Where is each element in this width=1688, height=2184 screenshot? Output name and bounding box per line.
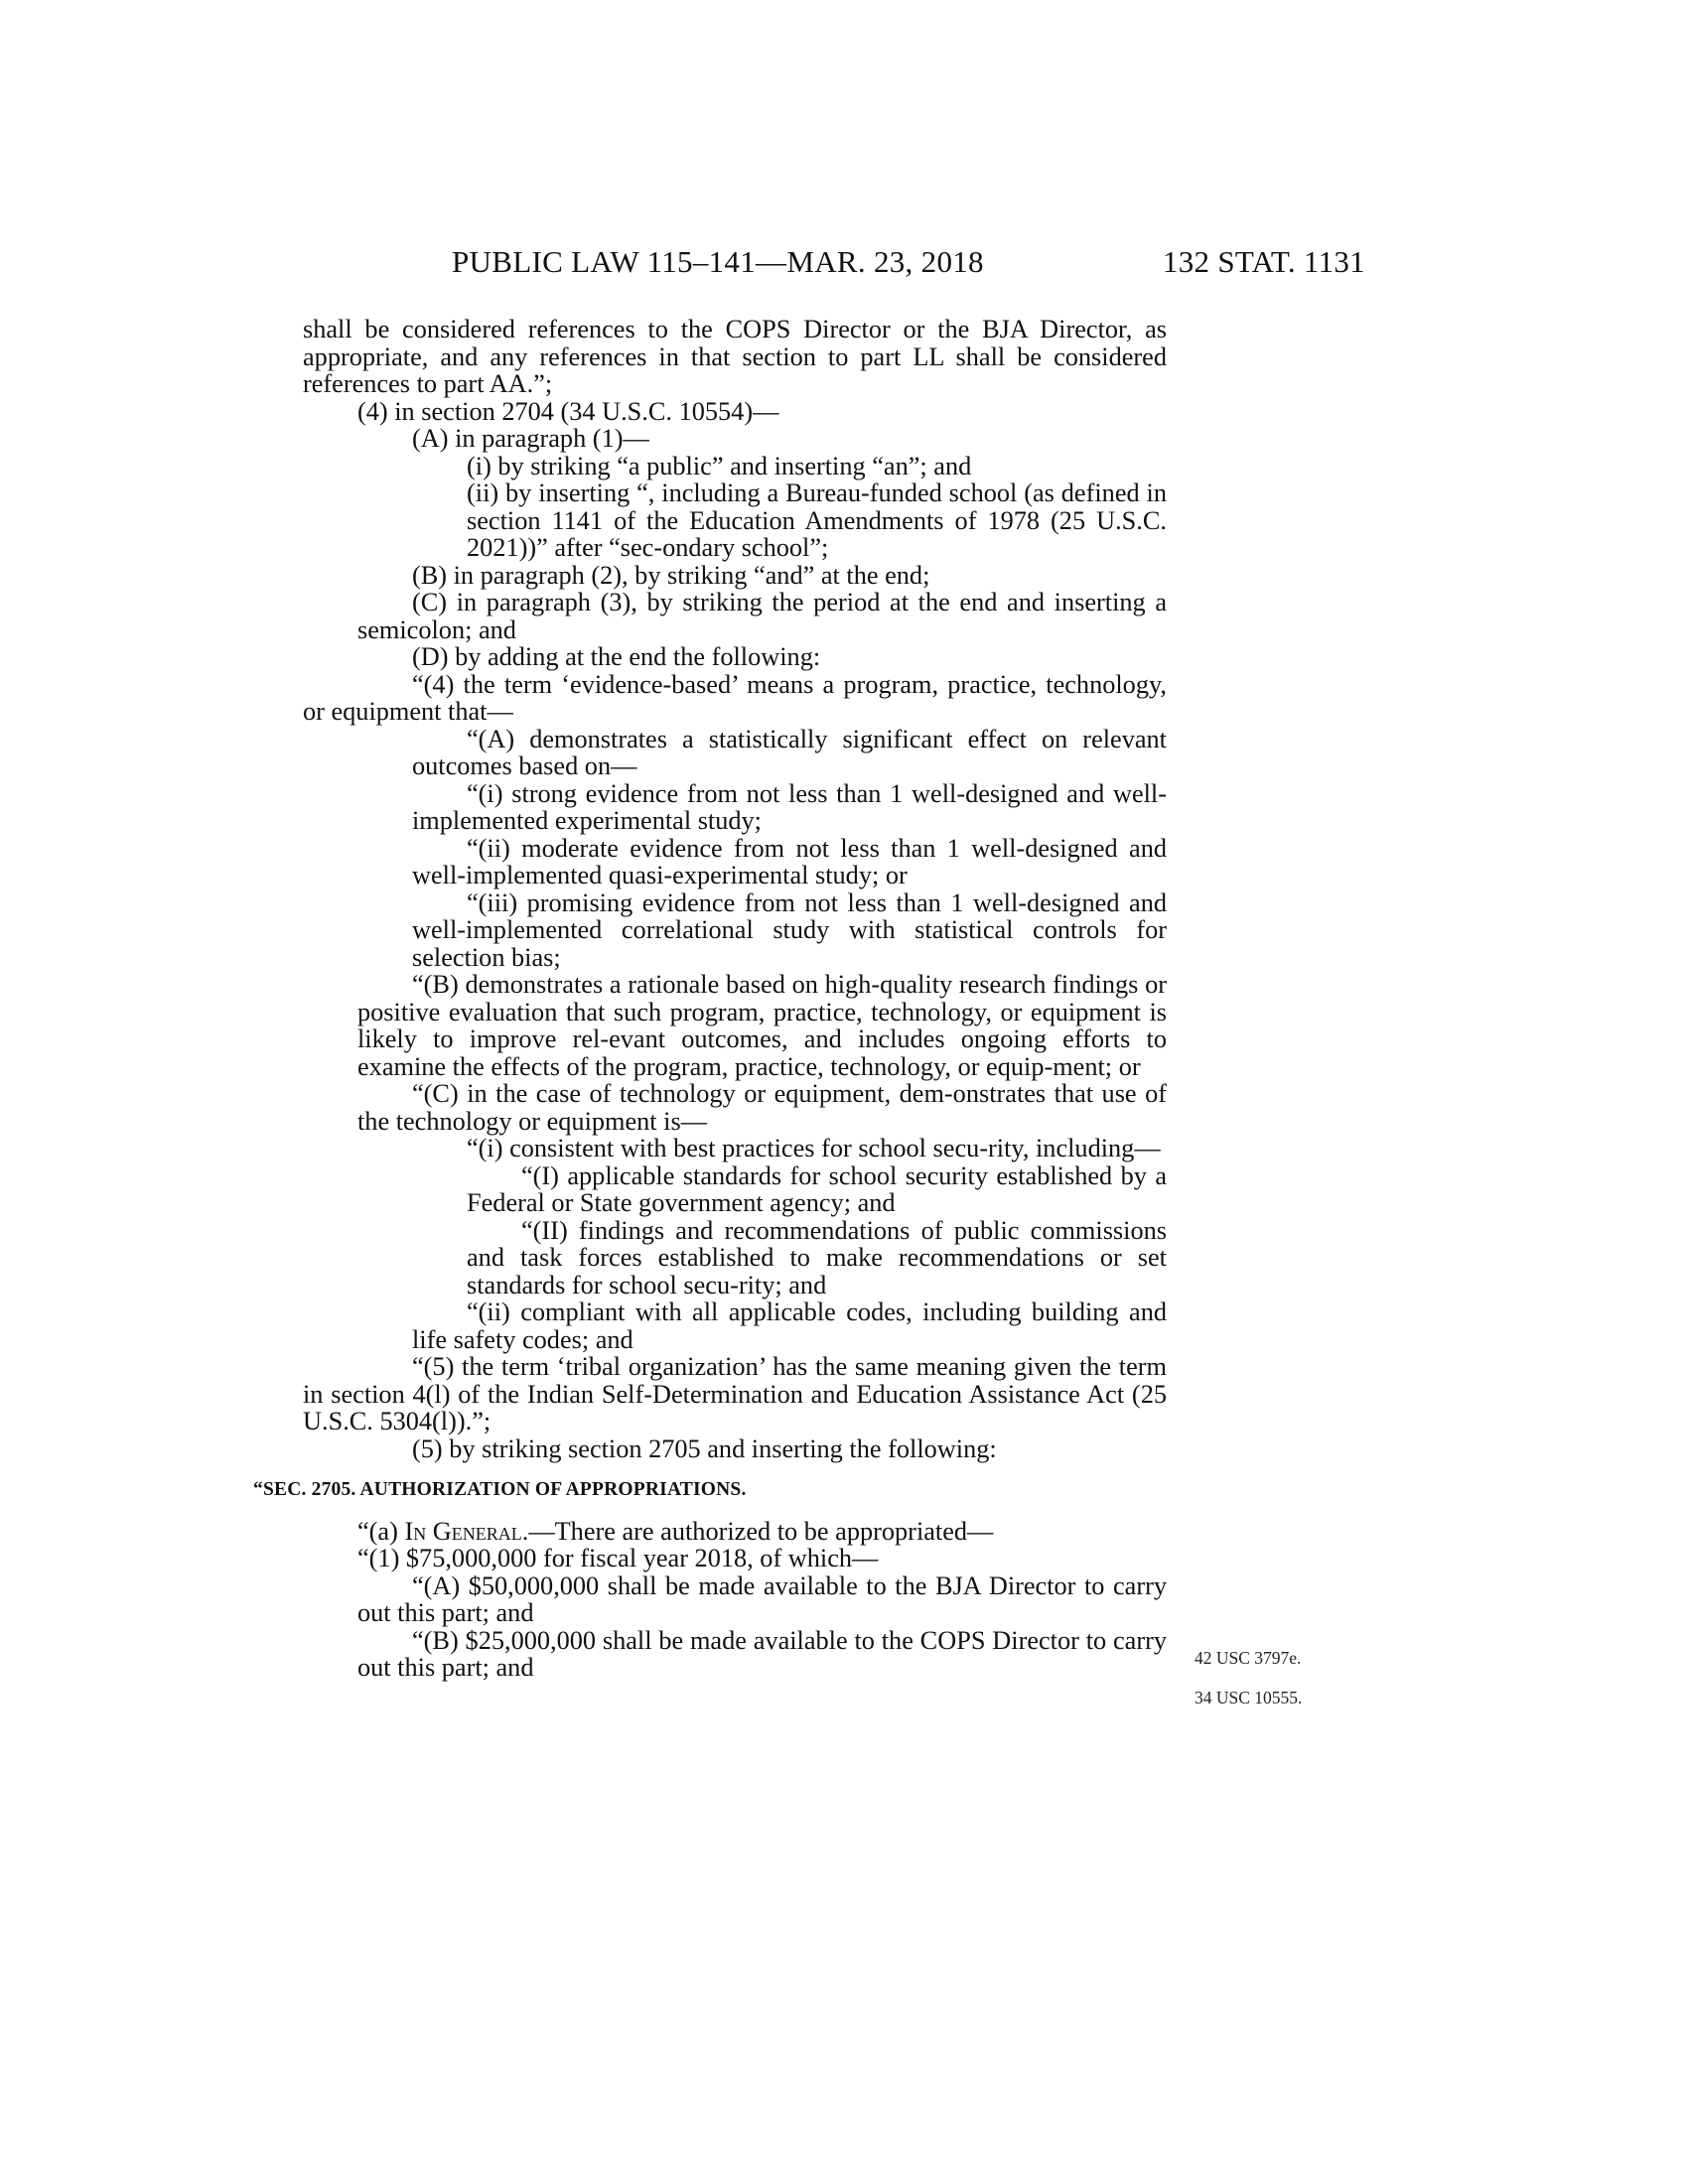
paragraph: “(iii) promising evidence from not less than 1 well-designed and well-implemented correlational study with statistical controls for selection bias; xyxy=(412,887,1167,972)
paragraph: “(II) findings and recommendations of public commissions and task forces established to make recommendations or set standards for school secu-rity; and xyxy=(467,1215,1167,1299)
paragraph: “(4) the term ‘evidence-based’ means a program, practice, technology, or equipment that— xyxy=(303,669,1167,726)
statute-page-number: 132 STAT. 1131 xyxy=(1162,244,1365,279)
paragraph xyxy=(303,1162,1167,1217)
paragraph: “(B) demonstrates a rationale based on high-quality research findings or positive evaluation that such program, practice, technology, or equipment is likely to improve rel-evant outcomes, and includes ongoing efforts to examine the effects of the program, practice, technology, or equip-ment; or xyxy=(357,970,1167,1081)
paragraph: (B) in paragraph (2), by striking “and” at the end; xyxy=(412,560,930,590)
paragraph xyxy=(303,726,1167,780)
paragraph: “(ii) compliant with all applicable codes, including building and life safety codes; and xyxy=(412,1297,1167,1354)
paragraph: “(A) $50,000,000 shall be made available to the BJA Director to carry out this part; and xyxy=(357,1570,1167,1627)
paragraph: shall be considered references to the COPS Director or the BJA Director, as appropriate, and any references in that section to part LL shall be considered references to part AA.”; xyxy=(303,315,1167,398)
subsection-a xyxy=(303,1518,1167,1546)
marginal-note: 42 USC 3797e. xyxy=(1195,1648,1302,1668)
public-law-title: PUBLIC LAW 115–141—MAR. 23, 2018 xyxy=(452,244,984,279)
subsection-open: “(a) xyxy=(357,1516,405,1546)
paragraph: (5) by striking section 2705 and inserting the following: xyxy=(412,1433,997,1463)
paragraph: (i) by striking “a public” and inserting “an”; and xyxy=(467,451,972,480)
paragraph: “(ii) moderate evidence from not less than 1 well-designed and well-implemented quasi-experimental study; or xyxy=(412,833,1167,889)
paragraph-text: “(I) applicable standards for school security established by a Federal or State government agency; and xyxy=(467,1160,1167,1217)
paragraph: “(i) consistent with best practices for school secu-rity, including— xyxy=(467,1134,1161,1162)
paragraph: (C) in paragraph (3), by striking the period at the end and inserting a semicolon; and xyxy=(357,588,1167,644)
paragraph: (A) in paragraph (1)— xyxy=(412,424,649,453)
paragraph: (D) by adding at the end the following: xyxy=(412,642,821,671)
subsection-rest: .—There are authorized to be appropriated— xyxy=(521,1516,994,1546)
paragraph xyxy=(303,479,1167,562)
subsection-caption: In General xyxy=(404,1516,522,1546)
paragraph: “(1) $75,000,000 for fiscal year 2018, of which— xyxy=(357,1544,879,1572)
paragraph: “(i) strong evidence from not less than 1 well-designed and well-implemented experimental study; xyxy=(412,778,1167,835)
running-header xyxy=(452,244,1365,284)
marginal-note: 34 USC 10555. xyxy=(1195,1688,1303,1707)
section-heading: “SEC. 2705. AUTHORIZATION OF APPROPRIATIONS. xyxy=(253,1479,747,1500)
document-body xyxy=(253,315,1167,1682)
paragraph-text: (ii) by inserting “, including a Bureau-funded school (as defined in section 1141 of the Education Amendments of 1978 (25 U.S.C. 2021))” after “sec-ondary school”; xyxy=(467,478,1167,562)
paragraph: “(5) the term ‘tribal organization’ has the same meaning given the term in section 4(l) of the Indian Self-Determination and Education Assistance Act (25 U.S.C. 5304(l)).”; xyxy=(303,1352,1167,1435)
paragraph: “(C) in the case of technology or equipment, dem-onstrates that use of the technology or equipment is— xyxy=(357,1079,1167,1136)
paragraph: (4) in section 2704 (34 U.S.C. 10554)— xyxy=(357,396,779,426)
paragraph: “(B) $25,000,000 shall be made available to the COPS Director to carry out this part; and xyxy=(357,1625,1167,1682)
paragraph-text: “(A) demonstrates a statistically significant effect on relevant outcomes based on— xyxy=(412,724,1167,780)
